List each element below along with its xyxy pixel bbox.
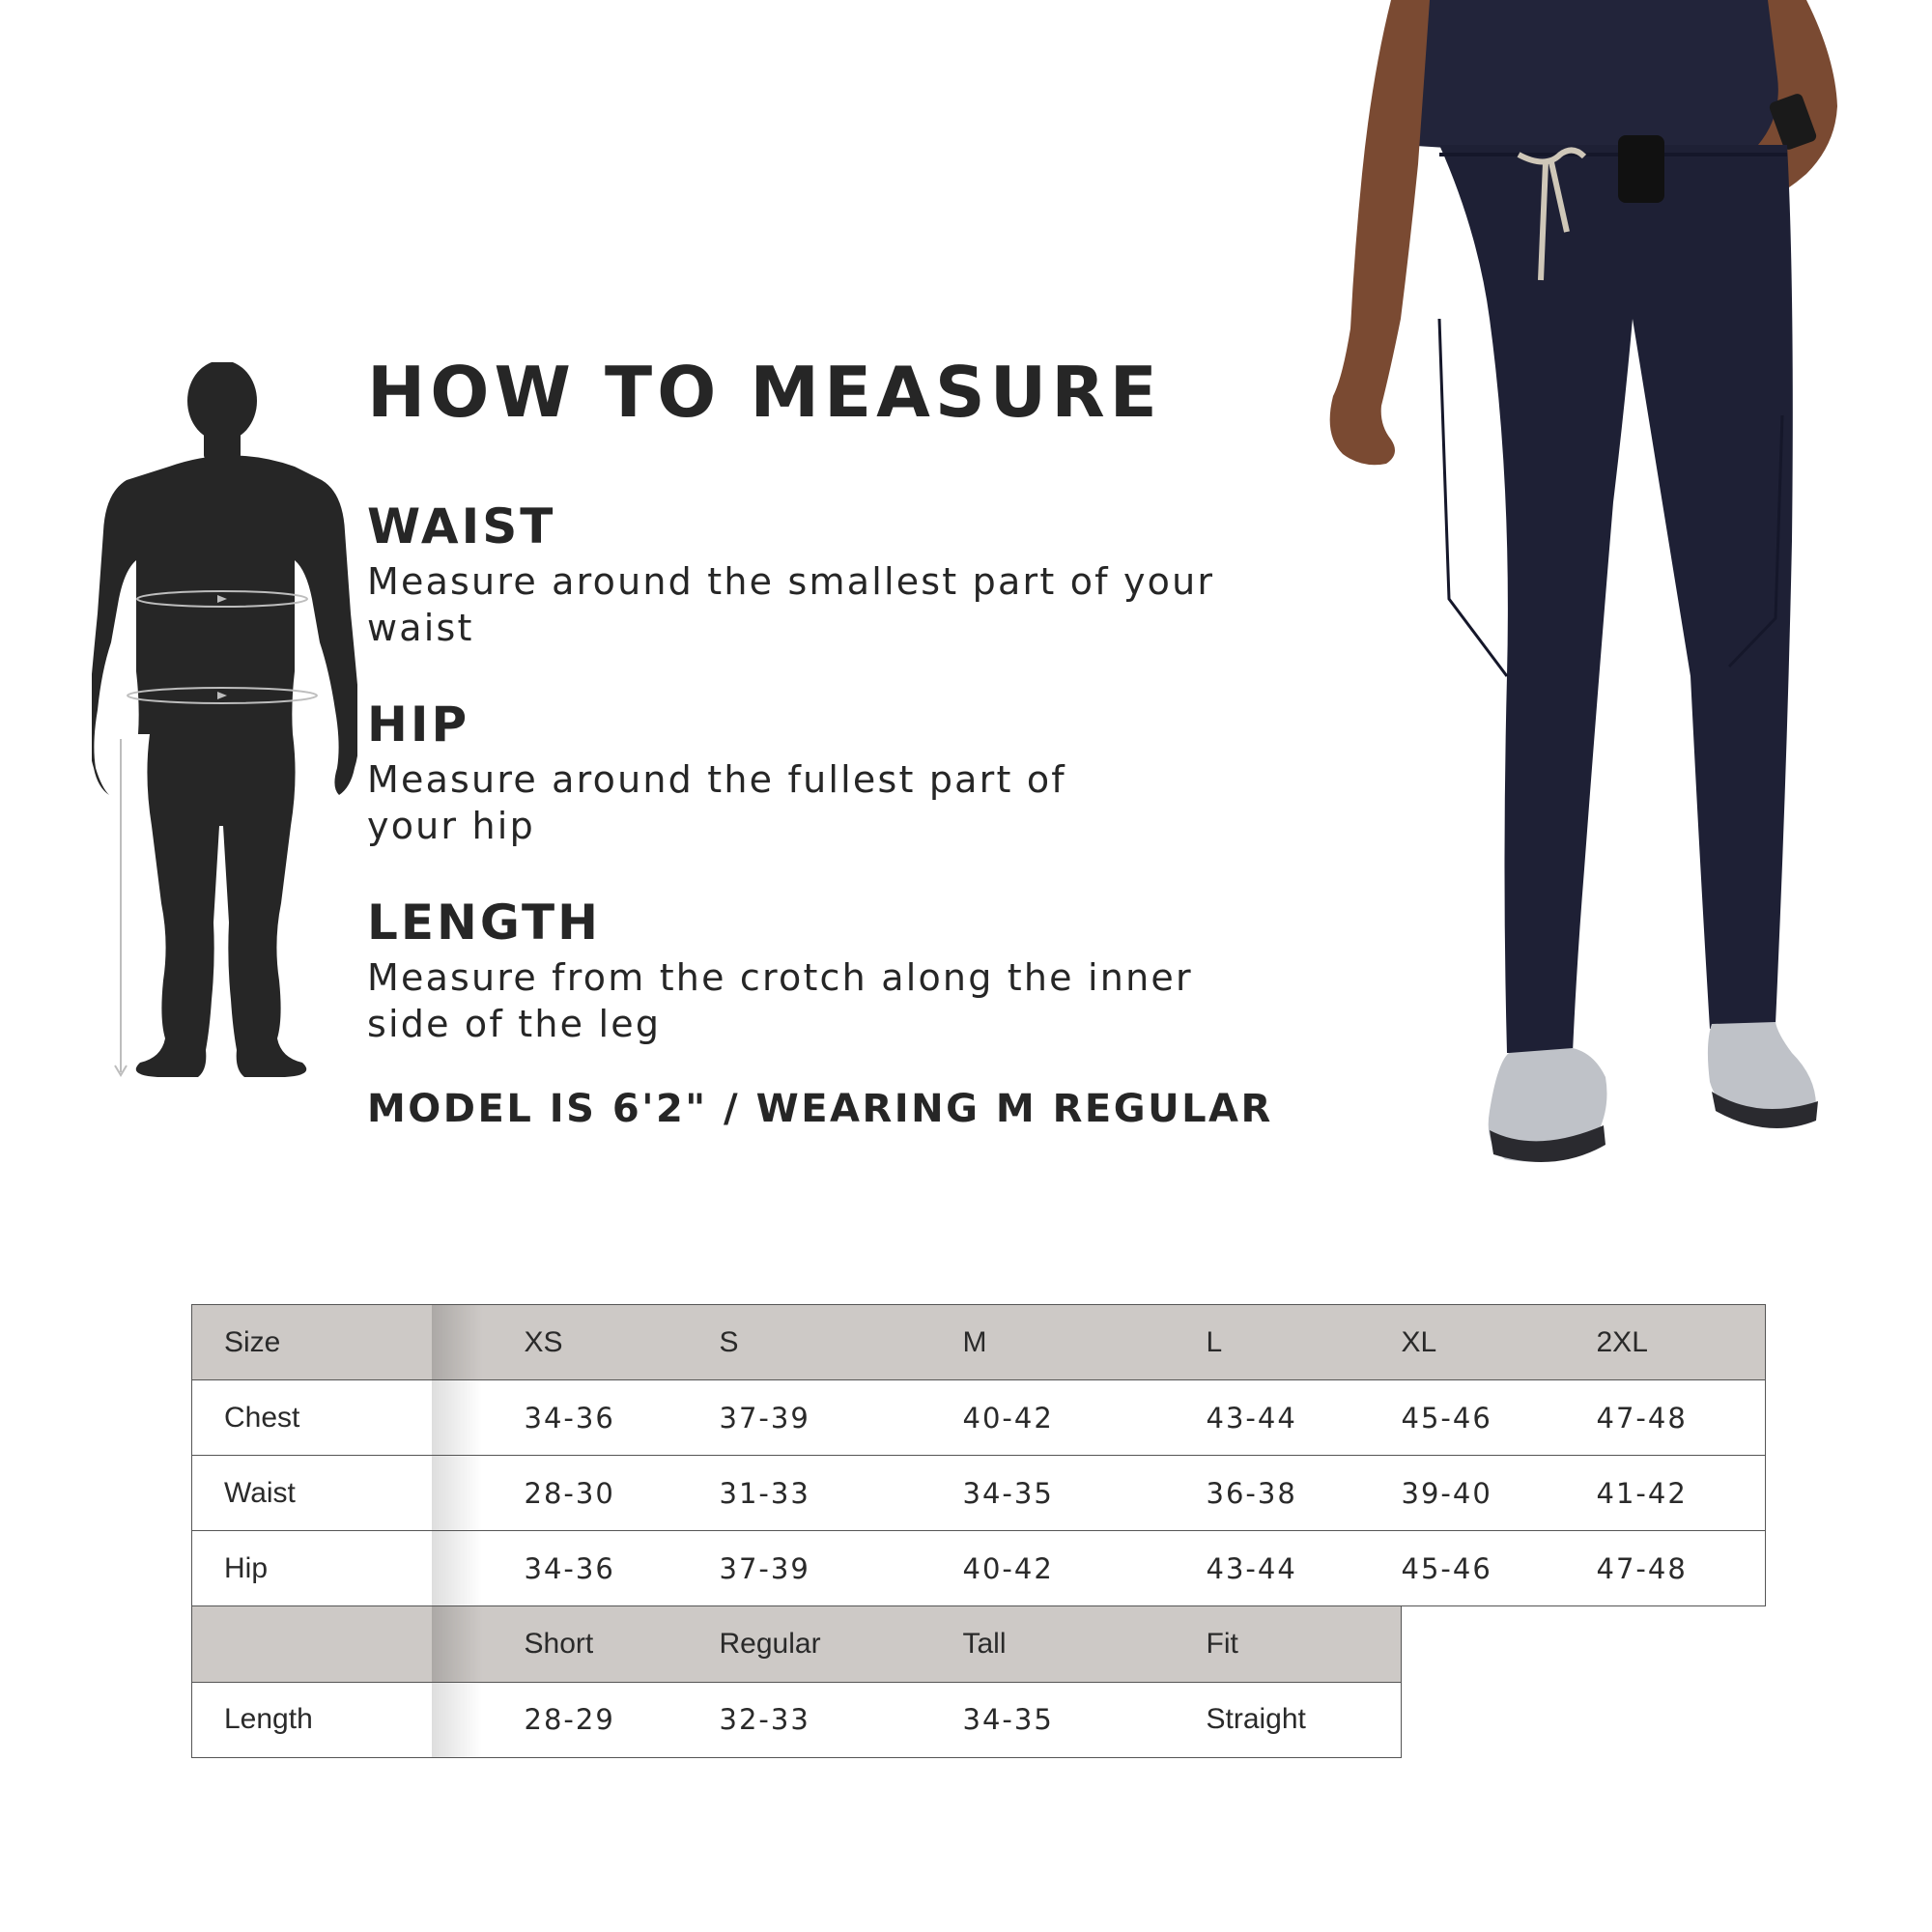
hip-desc-line-2: your hip [367, 805, 535, 847]
header-size-xl: XL [1402, 1305, 1597, 1380]
waist-m: 34-35 [963, 1456, 1207, 1531]
body-silhouette [92, 362, 357, 1077]
length-section [367, 895, 1256, 1047]
length-desc-line-1: Measure from the crotch along the inner [367, 956, 1193, 999]
row-label-hip: Hip [192, 1531, 432, 1606]
length-header-tall: Tall [963, 1606, 1207, 1683]
page-title: HOW TO MEASURE [367, 352, 1162, 433]
chest-m: 40-42 [963, 1380, 1207, 1456]
header-size-m: M [963, 1305, 1207, 1380]
hip-s: 37-39 [720, 1531, 963, 1606]
size-header-row [192, 1305, 1766, 1380]
model-note: MODEL IS 6'2" / WEARING M REGULAR [367, 1087, 1273, 1131]
header-size-xs: XS [432, 1305, 720, 1380]
hip-section [367, 696, 1256, 849]
chest-l: 43-44 [1207, 1380, 1402, 1456]
hip-desc-line-1: Measure around the fullest part of [367, 758, 1066, 801]
table-row-hip [192, 1531, 1766, 1606]
row-label-length: Length [192, 1682, 432, 1757]
model-photo [1265, 0, 1864, 1188]
hip-title: HIP [367, 696, 470, 753]
waist-xl: 39-40 [1402, 1456, 1597, 1531]
table-empty-cell [1402, 1682, 1597, 1757]
waist-s: 31-33 [720, 1456, 963, 1531]
hip-m: 40-42 [963, 1531, 1207, 1606]
header-size-l: L [1207, 1305, 1402, 1380]
hip-description [367, 756, 1256, 849]
length-header-short: Short [432, 1606, 720, 1683]
hip-xl: 45-46 [1402, 1531, 1597, 1606]
chest-xs: 34-36 [432, 1380, 720, 1456]
row-label-waist: Waist [192, 1456, 432, 1531]
table-empty-cell [1597, 1606, 1766, 1683]
hip-xs: 34-36 [432, 1531, 720, 1606]
length-title: LENGTH [367, 895, 601, 951]
length-header-fit: Fit [1207, 1606, 1402, 1683]
waist-2xl: 41-42 [1597, 1456, 1766, 1531]
waist-title: WAIST [367, 498, 556, 554]
length-regular: 32-33 [720, 1682, 963, 1757]
waist-section [367, 498, 1256, 651]
length-header-regular: Regular [720, 1606, 963, 1683]
length-desc-line-2: side of the leg [367, 1003, 662, 1045]
length-short: 28-29 [432, 1682, 720, 1757]
table-empty-cell [1402, 1606, 1597, 1683]
waist-desc-line-2: waist [367, 607, 474, 649]
length-header-row [192, 1606, 1766, 1683]
waist-l: 36-38 [1207, 1456, 1402, 1531]
header-size-label: Size [192, 1305, 432, 1380]
table-empty-cell [1597, 1682, 1766, 1757]
table-row-length [192, 1682, 1766, 1757]
length-tall: 34-35 [963, 1682, 1207, 1757]
hip-2xl: 47-48 [1597, 1531, 1766, 1606]
size-table [191, 1304, 1766, 1758]
length-fit: Straight [1207, 1682, 1402, 1757]
header-size-s: S [720, 1305, 963, 1380]
chest-2xl: 47-48 [1597, 1380, 1766, 1456]
chest-xl: 45-46 [1402, 1380, 1597, 1456]
waist-desc-line-1: Measure around the smallest part of your [367, 560, 1215, 603]
hip-l: 43-44 [1207, 1531, 1402, 1606]
table-row-waist [192, 1456, 1766, 1531]
chest-s: 37-39 [720, 1380, 963, 1456]
how-to-measure-section [367, 352, 1273, 1131]
waist-description [367, 558, 1256, 651]
length-description [367, 954, 1256, 1047]
table-row-chest [192, 1380, 1766, 1456]
header-size-2xl: 2XL [1597, 1305, 1766, 1380]
length-header-blank [192, 1606, 432, 1683]
waist-xs: 28-30 [432, 1456, 720, 1531]
row-label-chest: Chest [192, 1380, 432, 1456]
